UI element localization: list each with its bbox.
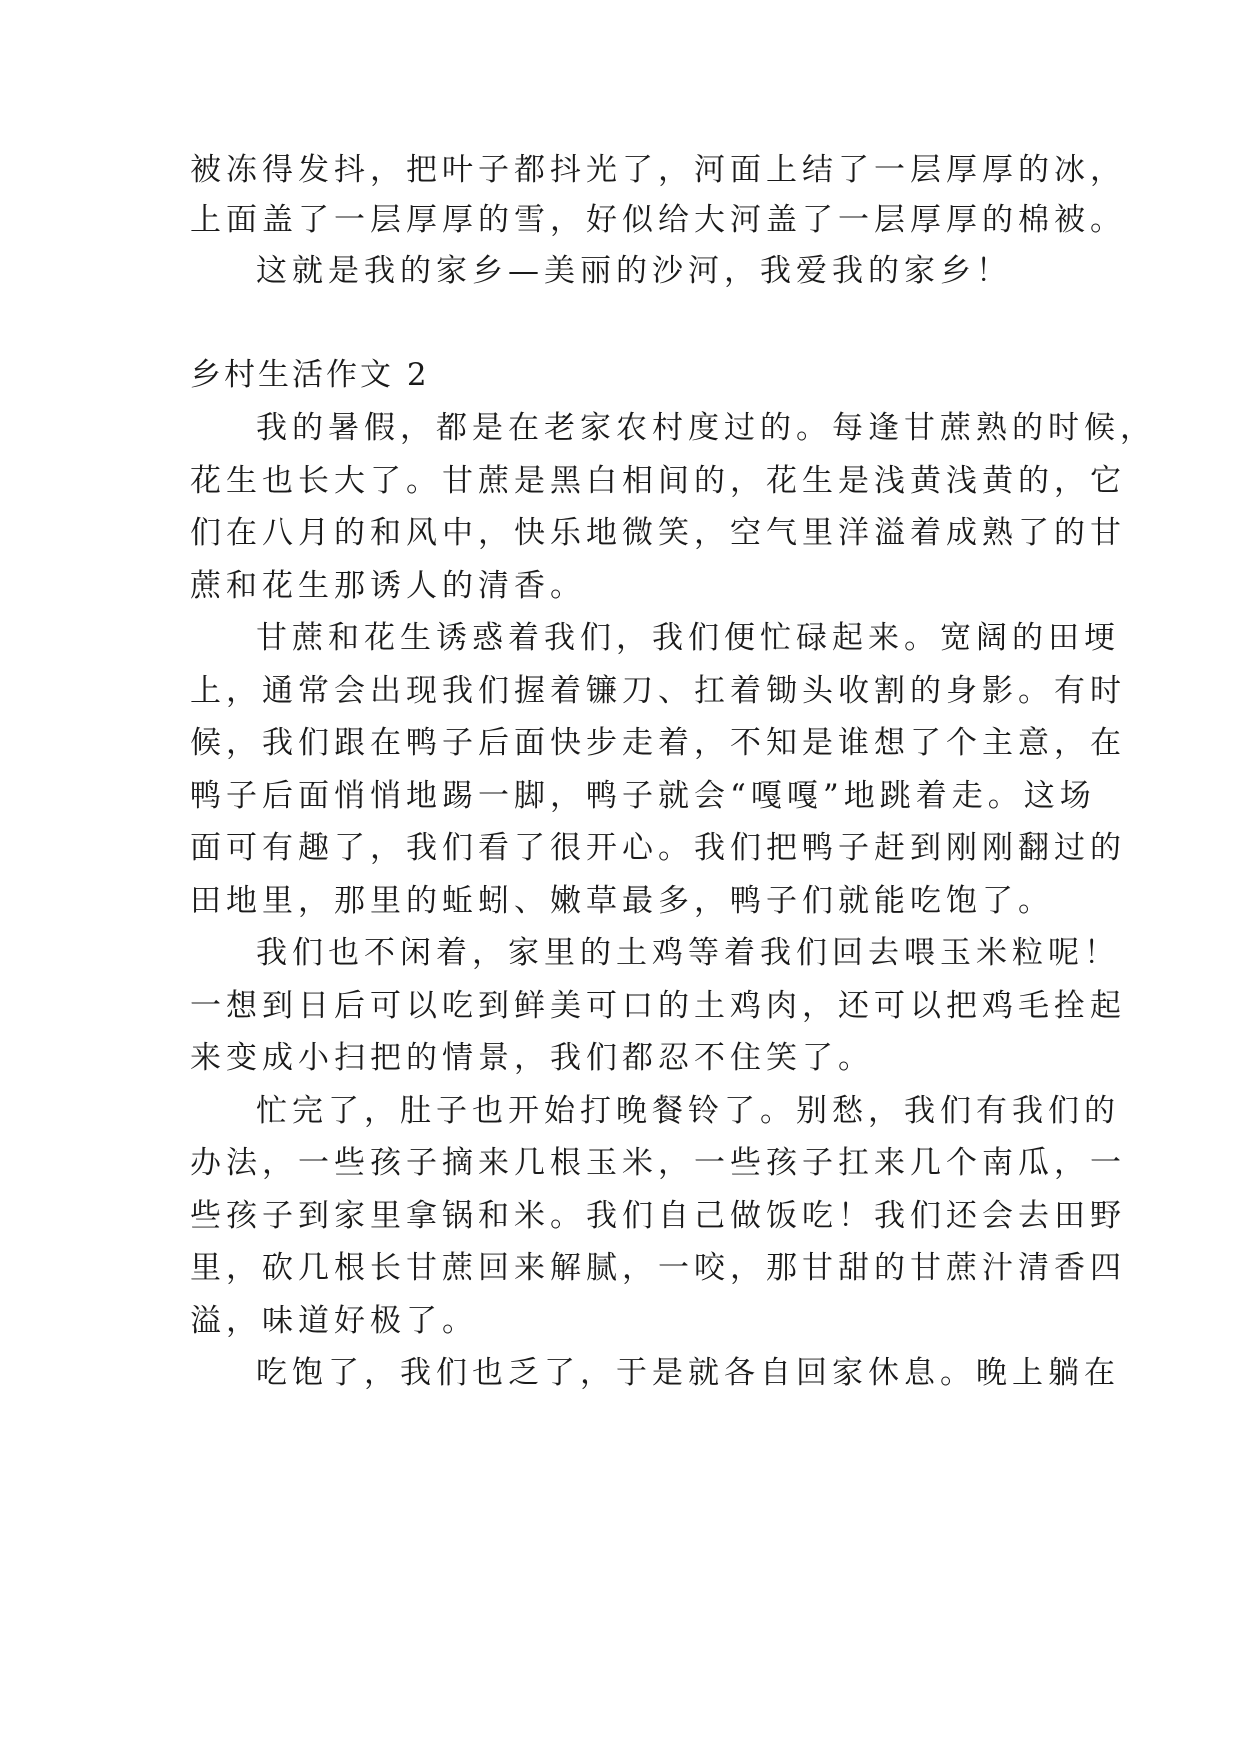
text-line: 忙完了，肚子也开始打晚餐铃了。别愁，我们有我们的 xyxy=(256,1093,1120,1129)
text-line: 田地里，那里的蚯蚓、嫩草最多，鸭子们就能吃饱了。 xyxy=(190,883,1054,919)
text-line: 来变成小扫把的情景，我们都忍不住笑了。 xyxy=(190,1040,874,1076)
text-line: 们在八月的和风中，快乐地微笑，空气里洋溢着成熟了的甘 xyxy=(190,515,1126,551)
text-line: 鸭子后面悄悄地踢一脚，鸭子就会“嘎嘎”地跳着走。这场 xyxy=(190,778,1096,814)
text-line: 些孩子到家里拿锅和米。我们自己做饭吃！我们还会去田野 xyxy=(190,1198,1126,1234)
text-line: 一想到日后可以吃到鲜美可口的土鸡肉，还可以把鸡毛拴起 xyxy=(190,988,1126,1024)
text-line: 上面盖了一层厚厚的雪，好似给大河盖了一层厚厚的棉被。 xyxy=(190,202,1126,238)
text-line: 蔗和花生那诱人的清香。 xyxy=(190,568,586,604)
text-line: 上，通常会出现我们握着镰刀、扛着锄头收割的身影。有时 xyxy=(190,673,1126,709)
text-line: 候，我们跟在鸭子后面快步走着，不知是谁想了个主意，在 xyxy=(190,725,1126,761)
text-line: 我的暑假，都是在老家农村度过的。每逢甘蔗熟的时候， xyxy=(256,410,1156,446)
text-line: 被冻得发抖，把叶子都抖光了，河面上结了一层厚厚的冰， xyxy=(190,152,1126,188)
text-line: 溢，味道好极了。 xyxy=(190,1303,478,1339)
text-line: 我们也不闲着，家里的土鸡等着我们回去喂玉米粒呢！ xyxy=(256,935,1120,971)
text-line: 面可有趣了，我们看了很开心。我们把鸭子赶到刚刚翻过的 xyxy=(190,830,1126,866)
text-line: 甘蔗和花生诱惑着我们，我们便忙碌起来。宽阔的田埂 xyxy=(256,620,1120,656)
section-title: 乡村生活作文 2 xyxy=(190,357,430,393)
text-line: 办法，一些孩子摘来几根玉米，一些孩子扛来几个南瓜，一 xyxy=(190,1145,1126,1181)
text-line: 这就是我的家乡—美丽的沙河，我爱我的家乡！ xyxy=(256,253,1012,289)
text-line: 吃饱了，我们也乏了，于是就各自回家休息。晚上躺在 xyxy=(256,1355,1120,1391)
text-line: 花生也长大了。甘蔗是黑白相间的，花生是浅黄浅黄的，它 xyxy=(190,463,1126,499)
text-line: 里，砍几根长甘蔗回来解腻，一咬，那甘甜的甘蔗汁清香四 xyxy=(190,1250,1126,1286)
